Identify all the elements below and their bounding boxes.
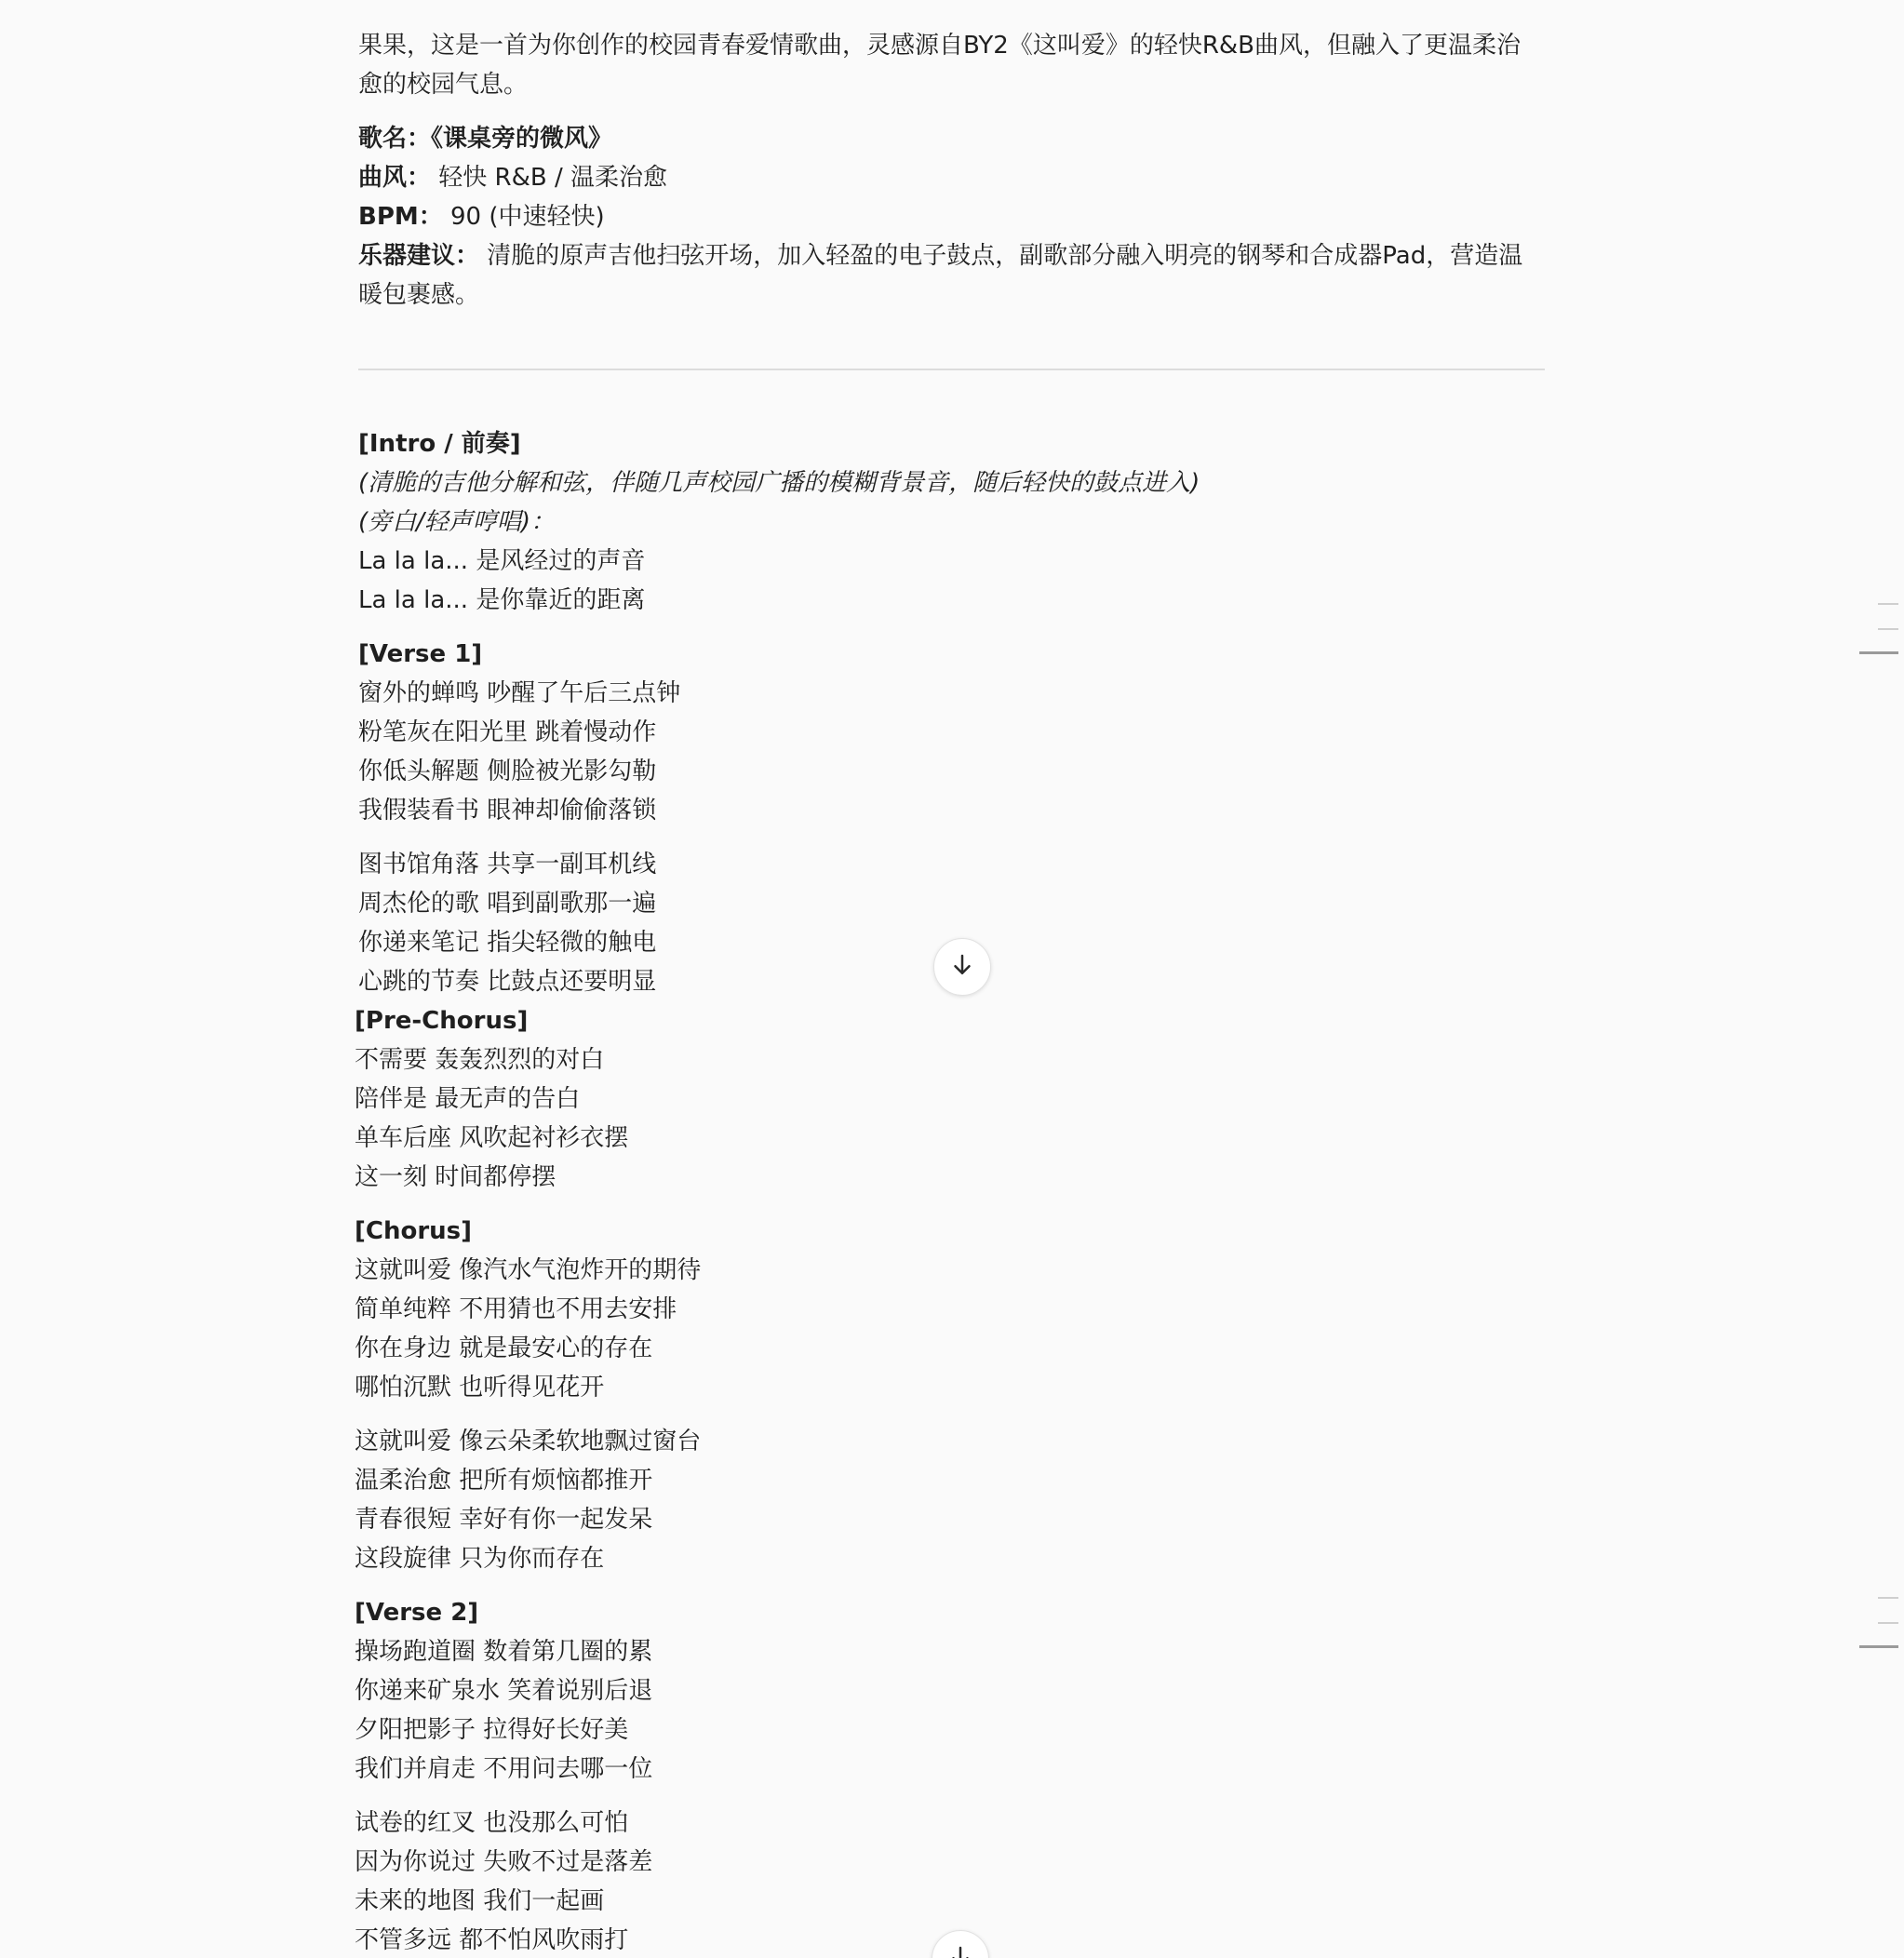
bpm-value: 90 (中速轻快) (450, 203, 605, 231)
minimap-tick (1878, 1622, 1898, 1624)
vocal-cue: (旁白/轻声哼唱)： (358, 508, 556, 536)
song-title-label: 歌名： (358, 125, 432, 153)
minimap-tick (1878, 603, 1898, 605)
minimap-tick (1878, 628, 1898, 630)
lyric-line: 周杰伦的歌 唱到副歌那一遍 (358, 890, 657, 918)
lyric-line: La la la... 是风经过的声音 (358, 547, 646, 575)
divider (358, 369, 1545, 370)
minimap-tick (1878, 1597, 1898, 1599)
lyric-line: 这就叫爱 像云朵柔软地飘过窗台 (355, 1428, 702, 1455)
stanza (358, 674, 1545, 830)
scroll-minimap-bottom[interactable] (1857, 1597, 1898, 1653)
stanza (355, 1632, 1545, 1789)
lyric-line: 简单纯粹 不用猜也不用去安排 (355, 1295, 677, 1323)
bpm-line (358, 197, 1545, 236)
lyric-line: 试卷的红叉 也没那么可怕 (355, 1809, 629, 1837)
section-title: [Chorus] (355, 1217, 473, 1245)
lyric-line: 单车后座 风吹起衬衫衣摆 (355, 1124, 629, 1152)
lyric-line: 哪怕沉默 也听得见花开 (355, 1374, 605, 1401)
instruments-line (358, 236, 1545, 315)
scroll-minimap-top[interactable] (1857, 603, 1898, 659)
minimap-tick-active (1859, 651, 1898, 654)
lyric-line: 你递来矿泉水 笑着说别后退 (355, 1677, 653, 1705)
lyric-line: 夕阳把影子 拉得好长好美 (355, 1716, 629, 1744)
section-chorus (355, 1212, 1545, 1578)
arrow-down-icon (948, 951, 976, 983)
style-line (358, 158, 1545, 197)
lyric-line: 陪伴是 最无声的告白 (355, 1085, 581, 1113)
arrow-down-icon (946, 1943, 974, 1958)
minimap-tick-active (1859, 1645, 1898, 1648)
instruments-value: 清脆的原声吉他扫弦开场，加入轻盈的电子鼓点，副歌部分融入明亮的钢琴和合成器Pad，营造温暖包裹感。 (358, 242, 1523, 309)
song-title-value: 《课桌旁的微风》 (431, 125, 613, 153)
lyric-line: 我们并肩走 不用问去哪一位 (355, 1755, 653, 1783)
section-intro (358, 424, 1545, 620)
lyric-line: 不管多远 都不怕风吹雨打 (355, 1926, 629, 1954)
lyric-line: 不需要 轰轰烈烈的对白 (355, 1046, 605, 1074)
lyric-line: 青春很短 幸好有你一起发呆 (355, 1506, 653, 1534)
lyric-line: 粉笔灰在阳光里 跳着慢动作 (358, 718, 657, 746)
lyric-line: 这段旋律 只为你而存在 (355, 1545, 605, 1573)
stanza (355, 1251, 1545, 1407)
lyric-line: La la la... 是你靠近的距离 (358, 586, 646, 614)
lyric-line: 你低头解题 侧脸被光影勾勒 (358, 758, 657, 785)
lyric-line: 温柔治愈 把所有烦恼都推开 (355, 1467, 653, 1495)
lyric-line: 你在身边 就是最安心的存在 (355, 1334, 653, 1362)
section-title: [Pre-Chorus] (355, 1007, 529, 1035)
lyric-line: 操场跑道圈 数着第几圈的累 (355, 1638, 653, 1666)
stanza (355, 1422, 1545, 1578)
lyric-line: 这就叫爱 像汽水气泡炸开的期待 (355, 1256, 702, 1284)
section-pre-chorus (355, 1001, 1545, 1197)
style-label: 曲风： (358, 164, 432, 192)
lyric-line: 因为你说过 失败不过是落差 (355, 1848, 653, 1876)
lyrics-continued (355, 1001, 1545, 1958)
lyric-line: 这一刻 时间都停摆 (355, 1163, 556, 1191)
song-title-line (358, 119, 1545, 158)
intro-paragraph: 果果，这是一首为你创作的校园青春爱情歌曲，灵感源自BY2《这叫爱》的轻快R&B曲风，但融入了更温柔治愈的校园气息。 (358, 32, 1522, 99)
stage-direction: (清脆的吉他分解和弦，伴随几声校园广播的模糊背景音，随后轻快的鼓点进入) (358, 469, 1200, 497)
style-value: 轻快 R&B / 温柔治愈 (438, 164, 668, 192)
section-title: [Verse 1] (358, 640, 483, 668)
lyric-line: 未来的地图 我们一起画 (355, 1887, 605, 1915)
section-verse-2 (355, 1593, 1545, 1958)
lyric-line: 窗外的蝉鸣 吵醒了午后三点钟 (358, 679, 681, 707)
section-title: [Intro / 前奏] (358, 430, 521, 458)
instruments-label: 乐器建议： (358, 242, 480, 270)
lyric-line: 你递来笔记 指尖轻微的触电 (358, 929, 657, 957)
scroll-down-button[interactable] (933, 938, 991, 996)
lyric-line: 图书馆角落 共享一副耳机线 (358, 851, 657, 878)
lyric-line: 我假装看书 眼神却偷偷落锁 (358, 797, 657, 825)
lyric-line: 心跳的节奏 比鼓点还要明显 (358, 968, 657, 996)
section-title: [Verse 2] (355, 1599, 479, 1627)
bpm-label: BPM： (358, 203, 443, 231)
